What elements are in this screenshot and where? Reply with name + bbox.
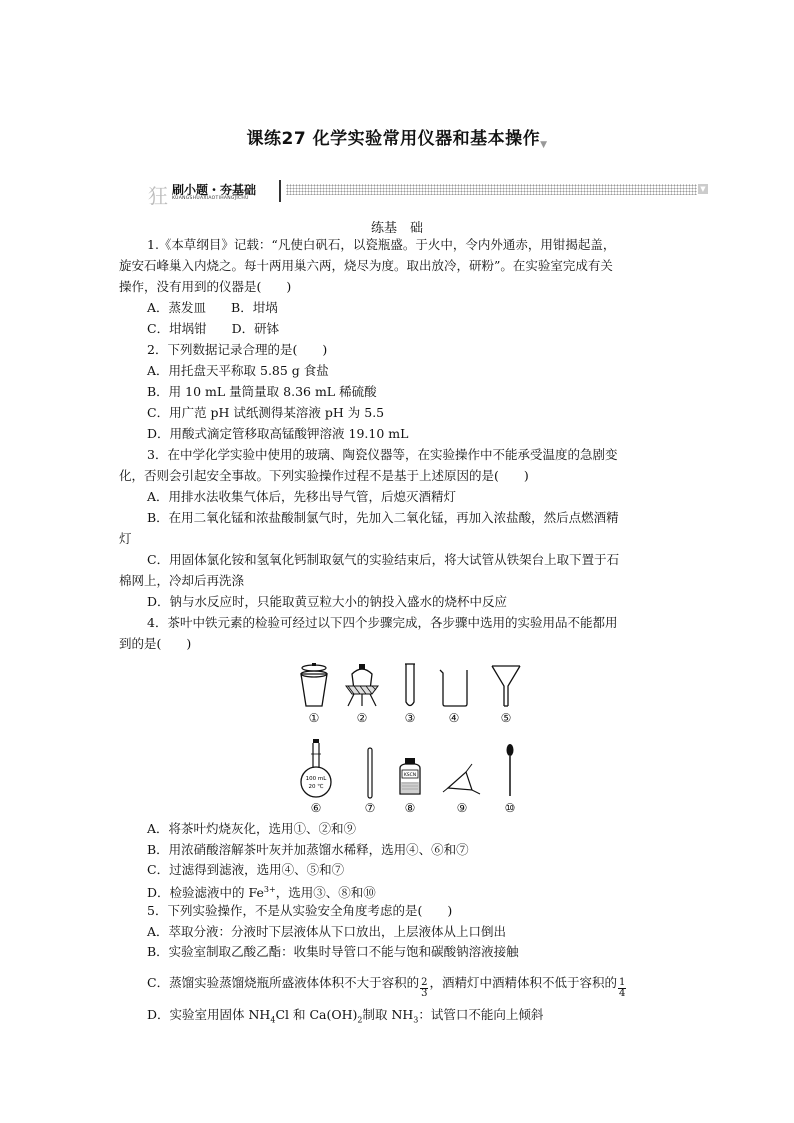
q5-option-c-mid: ，酒精灯中酒精体积不低于容积的 [429, 975, 617, 990]
test-tube-icon [400, 662, 420, 710]
fraction-one-quarter [618, 978, 626, 999]
banner-end-arrow-icon: ▼ [698, 184, 708, 194]
q1-line-2: 旋安石峰巢入内烧之。每十两用巢六两，烧尽为度。取出放冷，研粉”。在实验室完成有关 [119, 258, 613, 273]
label-9: ⑨ [456, 801, 468, 815]
q5-option-d [147, 1007, 543, 1029]
q5-d-part-2: Cl 和 Ca(OH) [275, 1007, 358, 1022]
banner-mark: 狂 [148, 184, 168, 208]
flask-temperature-label: 20 ℃ [308, 784, 324, 790]
label-5: ⑤ [500, 711, 512, 725]
fraction-1-numerator: 2 [421, 977, 428, 988]
q5-d-part-3: 制取 NH [362, 1007, 414, 1022]
label-10: ⑩ [504, 801, 516, 815]
flask-capacity-label: 100 mL [305, 776, 327, 782]
q5-d-sub-2: 2 [357, 1015, 363, 1025]
q4-option-c: C．过滤得到滤液，选用④、⑤和⑦ [147, 862, 345, 877]
q4-option-d-pre: D．检验滤液中的 Fe [147, 885, 264, 901]
dropper-icon [500, 738, 520, 800]
label-3: ③ [404, 711, 416, 725]
banner-dotted-bar [286, 184, 697, 195]
label-8: ⑧ [404, 801, 416, 815]
q4-option-b: B．用浓硝酸溶解茶叶灰并加蒸馏水稀释，选用④、⑥和⑦ [147, 842, 469, 857]
q1-line-1: 1.《本草纲目》记载：“凡使白矾石，以瓷瓶盛。于火中，令内外通赤，用钳揭起盖， [147, 237, 616, 252]
q4-line-1: 4．茶叶中铁元素的检验可经过以下四个步骤完成，各步骤中选用的实验用品不能都用 [147, 615, 618, 630]
q4-option-d-charge: 3+ [263, 885, 276, 894]
lesson-title-text: 课练27 化学实验常用仪器和基本操作 [246, 129, 541, 149]
label-2: ② [356, 711, 368, 725]
beaker-icon [436, 662, 472, 710]
crucible-on-triangle [342, 662, 382, 725]
q2-option-d: D．用酸式滴定管移取高锰酸钾溶液 19.10 mL [147, 426, 409, 441]
lesson-title [0, 124, 794, 150]
q4-option-d [147, 882, 376, 901]
q1-options-2: C．坩埚钳 D．研钵 [147, 321, 280, 336]
label-7: ⑦ [364, 801, 376, 815]
q2-stem: 2．下列数据记录合理的是( ) [147, 342, 328, 357]
q5-d-sub-1: 4 [270, 1015, 276, 1025]
q2-option-b: B．用 10 mL 量筒量取 8.36 mL 稀硫酸 [147, 384, 377, 399]
apparatus-figure [290, 660, 530, 820]
q5-option-c-pre: C．蒸馏实验蒸馏烧瓶所盛液体体积不大于容积的 [147, 975, 420, 990]
q5-stem: 5．下列实验操作，不是从实验安全角度考虑的是( ) [147, 903, 453, 918]
q3-option-b-line-1: B．在用二氧化锰和浓盐酸制氯气时，先加入二氧化锰，再加入浓盐酸，然后点燃酒精 [147, 510, 619, 525]
q3-option-b-line-2: 灯 [119, 531, 132, 546]
title-arrow-icon: ▼ [540, 140, 548, 150]
funnel [486, 662, 526, 725]
banner-divider [279, 180, 281, 202]
q5-option-c [147, 975, 627, 999]
clay-triangle-icon [442, 738, 482, 800]
q3-option-c-line-2: 棉网上，冷却后再洗涤 [119, 573, 245, 588]
q2-option-c: C．用广范 pH 试纸测得某溶液 pH 为 5.5 [147, 405, 385, 420]
fraction-2-numerator: 1 [618, 977, 626, 988]
crucible [294, 662, 334, 725]
test-tube [390, 662, 430, 725]
volumetric-flask-icon [298, 738, 334, 800]
label-6: ⑥ [310, 801, 322, 815]
reagent-bottle-icon [392, 738, 428, 800]
label-1: ① [308, 711, 320, 725]
crucible-icon [296, 662, 332, 710]
q1-line-3: 操作，没有用到的仪器是( ) [119, 279, 292, 294]
banner-text: 刷小题・夯基础 [172, 183, 257, 197]
dropper [490, 738, 530, 815]
beaker [434, 662, 474, 725]
q4-line-2: 到的是( ) [119, 636, 192, 651]
fraction-2-denominator: 4 [618, 988, 626, 999]
q3-line-1: 3．在中学化学实验中使用的玻璃、陶瓷仪器等，在实验操作中不能承受温度的急剧变 [147, 447, 618, 462]
clay-triangle [442, 738, 482, 815]
q5-option-a: A．萃取分液：分液时下层液体从下口放出，上层液体从上口倒出 [147, 924, 507, 939]
glass-rod-icon [362, 738, 378, 800]
q5-d-sub-3: 3 [413, 1015, 419, 1025]
q3-option-a: A．用排水法收集气体后，先移出导气管，后熄灭酒精灯 [147, 489, 457, 504]
q5-d-part-4: ：试管口不能向上倾斜 [418, 1007, 544, 1022]
fraction-two-thirds [420, 978, 428, 999]
fraction-1-denominator: 3 [421, 988, 428, 999]
section-banner [148, 180, 708, 208]
section-title: 练基 础 [370, 221, 423, 236]
q3-option-c-line-1: C．用固体氯化铵和氢氧化钙制取氨气的实验结束后，将大试管从铁架台上取下置于石 [147, 552, 620, 567]
q1-options-1: A．蒸发皿 B．坩埚 [147, 300, 278, 315]
bottle-label-text: KSCN [403, 773, 417, 778]
volumetric-flask [296, 738, 336, 815]
q4-option-d-post: ，选用③、⑧和⑩ [275, 885, 376, 901]
crucible-tripod-icon [342, 662, 382, 710]
funnel-icon [488, 662, 524, 710]
glass-rod [350, 738, 390, 815]
q4-option-a: A．将茶叶灼烧灰化，选用①、②和⑨ [147, 821, 357, 836]
q2-option-a: A．用托盘天平称取 5.85 g 食盐 [147, 363, 329, 378]
q5-option-b: B．实验室制取乙酸乙酯：收集时导管口不能与饱和碳酸钠溶液接触 [147, 944, 519, 959]
q3-option-d: D．钠与水反应时，只能取黄豆粒大小的钠投入盛水的烧杯中反应 [147, 594, 508, 609]
banner-pinyin: KUANGSHUAXIAOTIHANGJICHU [172, 196, 249, 201]
kscn-reagent-bottle [390, 738, 430, 815]
label-4: ④ [448, 711, 460, 725]
q5-d-part-1: D．实验室用固体 NH [147, 1007, 271, 1022]
q3-line-2: 化，否则会引起安全事故。下列实验操作过程不是基于上述原因的是( ) [119, 468, 529, 483]
